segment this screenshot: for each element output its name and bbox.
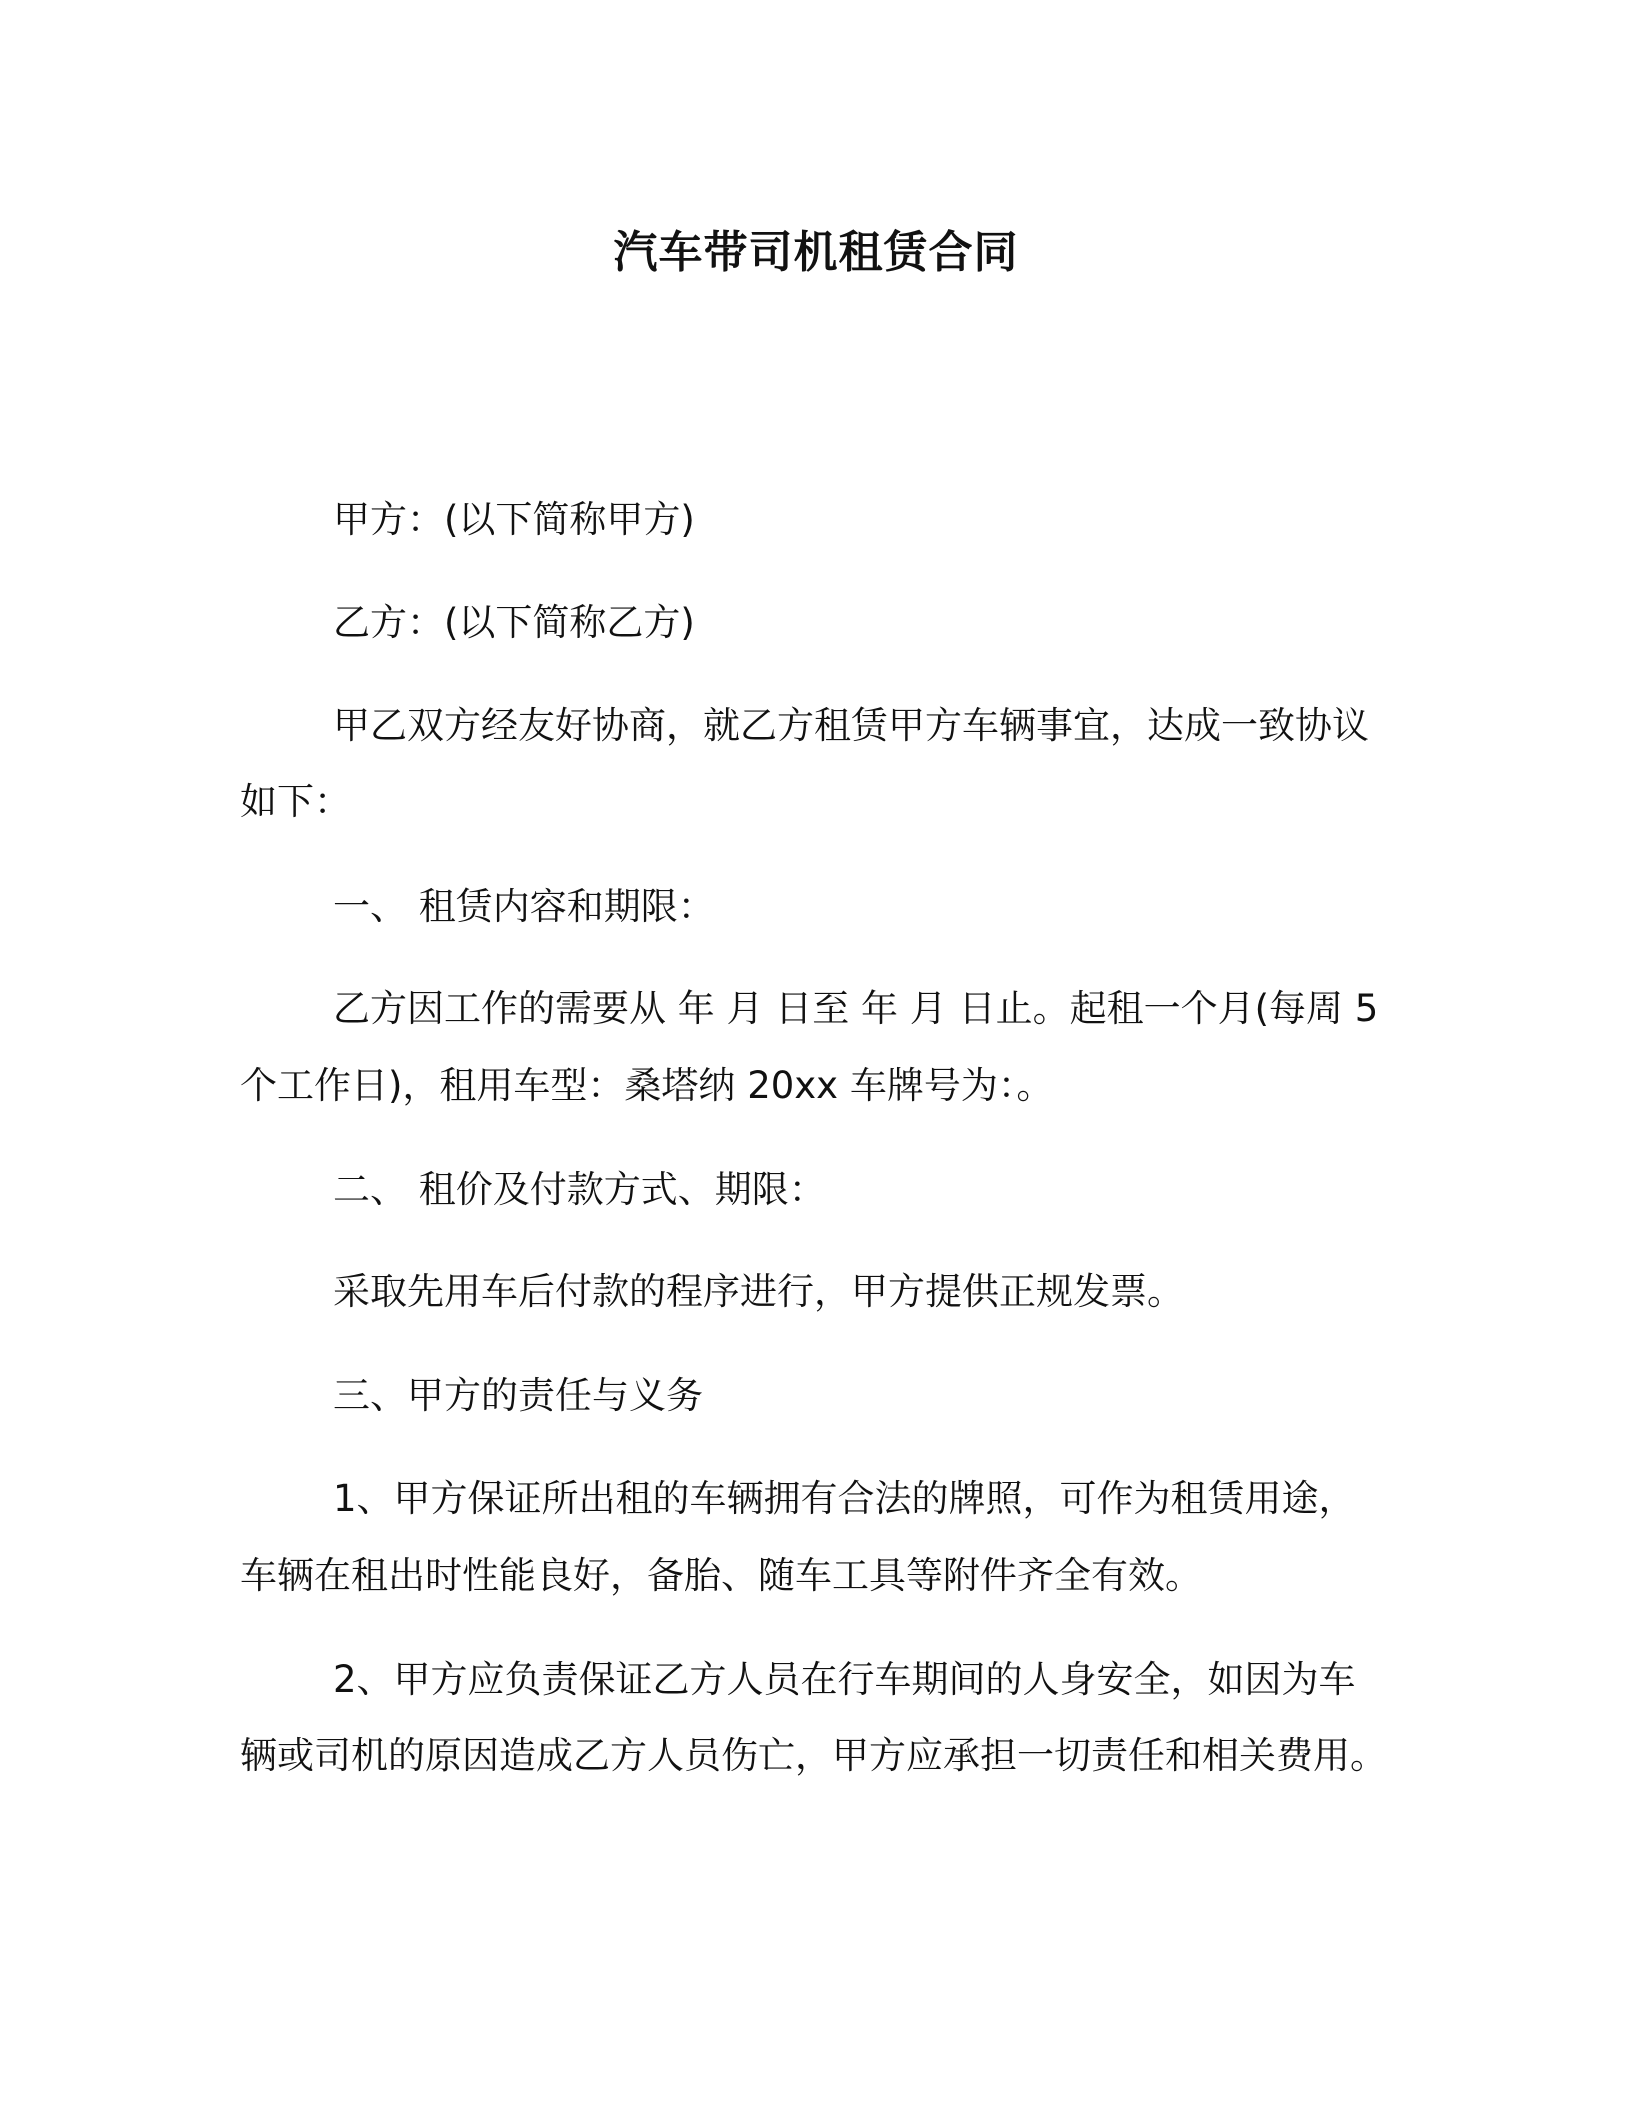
section-1-body-line-1: 乙方因工作的需要从 年 月 日至 年 月 日止。起租一个月(每周 5 [333,987,1379,1030]
party-a-line: 甲方：(以下简称甲方) [333,498,695,541]
clause-2-line-1: 2、甲方应负责保证乙方人员在行车期间的人身安全，如因为车 [333,1658,1356,1701]
preamble-line-1: 甲乙双方经友好协商，就乙方租赁甲方车辆事宜，达成一致协议 [333,704,1369,747]
clause-1-line-2: 车辆在租出时性能良好，备胎、随车工具等附件齐全有效。 [240,1554,1202,1597]
clause-1-line-1: 1、甲方保证所出租的车辆拥有合法的牌照，可作为租赁用途， [333,1477,1356,1520]
section-3-heading: 三、甲方的责任与义务 [333,1374,703,1417]
section-1-body-line-2: 个工作日)，租用车型：桑塔纳 20xx 车牌号为：。 [240,1064,1054,1107]
document-title: 汽车带司机租赁合同 [613,227,1019,278]
section-1-heading: 一、 租赁内容和期限： [333,885,715,928]
section-2-body: 采取先用车后付款的程序进行，甲方提供正规发票。 [333,1270,1184,1313]
preamble-line-2: 如下： [240,780,351,823]
section-2-heading: 二、 租价及付款方式、期限： [333,1168,826,1211]
clause-2-line-2: 辆或司机的原因造成乙方人员伤亡，甲方应承担一切责任和相关费用。 [240,1734,1387,1777]
party-b-line: 乙方：(以下简称乙方) [333,601,695,644]
